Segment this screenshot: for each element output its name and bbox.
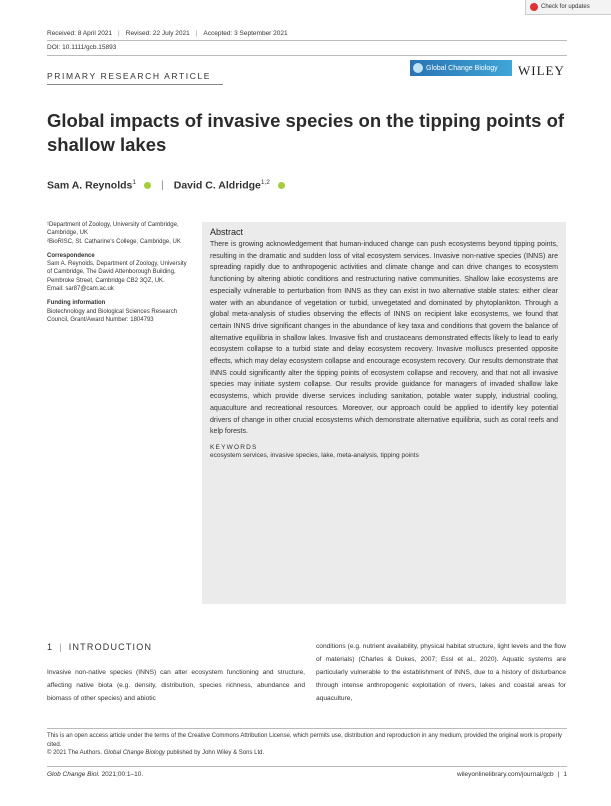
journal-logo[interactable]: [410, 60, 512, 76]
author-info-column: [47, 221, 187, 330]
check-updates-label: Check for updates: [541, 4, 590, 10]
doi[interactable]: DOI: 10.1111/gcb.15893: [47, 44, 117, 51]
citation: Glob Change Biol. 2021;00:1–10.: [47, 771, 144, 778]
footer-rule-2: [47, 766, 567, 767]
funding-heading: Funding information: [47, 300, 106, 307]
accepted-date: Accepted: 3 September 2021: [203, 30, 288, 37]
paper-title: Global impacts of invasive species on the tipping points of shallow lakes: [47, 110, 565, 155]
affiliation-1: ¹Department of Zoology, University of Cambridge, Cambridge, UK: [47, 222, 179, 237]
header-rule: [47, 40, 567, 41]
author-1[interactable]: Sam A. Reynolds$^1$: [47, 179, 137, 192]
keywords: ecosystem services, invasive species, lake, meta-analysis, tipping points: [210, 451, 419, 459]
intro-column-1: Invasive non-native species (INNS) can alter ecosystem functioning and structure, affecting native biota (e.g. density, distribution, species richness, abundance and biomass of other species) and abiotic: [47, 669, 305, 702]
footer-right: wileyonlinelibrary.com/journal/gcb | 1: [456, 771, 567, 778]
orcid-icon[interactable]: [144, 182, 151, 189]
section-title: INTRODUCTION: [68, 642, 153, 652]
keywords-heading: KEYWORDS: [210, 443, 258, 451]
correspondence-heading: Correspondence: [47, 252, 95, 259]
globe-icon: [413, 63, 423, 73]
orcid-icon[interactable]: [278, 182, 285, 189]
correspondence-email[interactable]: Email: sar87@cam.ac.uk: [47, 286, 114, 293]
updates-icon: [530, 3, 538, 11]
section-number: 1: [47, 642, 54, 652]
author-list: Sam A. Reynolds$^1$ | David C. Aldridge$^{1,2}$: [47, 179, 285, 192]
abstract-heading: Abstract: [210, 227, 244, 237]
correspondence: [47, 252, 187, 293]
abstract-box: [202, 222, 566, 604]
section-heading-introduction: 1 | INTRODUCTION: [47, 642, 153, 652]
page-number: 1: [563, 771, 567, 778]
license-text: [47, 732, 567, 758]
license-line-1: This is an open access article under the terms of the Creative Commons Attribution License, which permits use, distribution and reproduction in any medium, provided the original work is properly cited.: [47, 733, 562, 748]
author-2[interactable]: David C. Aldridge$^{1,2}$: [173, 179, 270, 192]
journal-name: Global Change Biology: [426, 64, 498, 72]
publisher-logo: WILEY: [518, 63, 565, 78]
header-rule-2: [47, 55, 567, 56]
funding-text: Biotechnology and Biological Sciences Research Council, Grant/Award Number: 1804793: [47, 308, 178, 323]
correspondence-text: Sam A. Reynolds, Department of Zoology, University of Cambridge, The David Attenborough Building, Pembroke Street, Cambridge CB2 3QZ, UK.: [47, 261, 187, 284]
article-type: PRIMARY RESEARCH ARTICLE: [47, 71, 212, 81]
license-line-2: © 2021 The Authors. Global Change Biology published by John Wiley & Sons Ltd.: [47, 750, 265, 756]
funding: [47, 299, 187, 324]
affiliation-2: ²BioRISC, St. Catharine's College, Cambridge, UK: [47, 238, 181, 245]
check-updates-badge[interactable]: [525, 0, 611, 15]
abstract-text: There is growing acknowledgement that human-induced change can push ecosystems beyond tipping points, resulting in the dramatic and sudden loss of vital ecosystem services. Invasive non-native species (INNS) are spreading rapidly due to anthropogenic activities and climate change and can drive changes to ecosystem functioning by altering abiotic conditions and restructuring native communities. Shallow lake ecosystems are especially vulnerable to perturbation from INNS as they can exist in two alternative stable states: either clear water with an abundance of vegetation or turbid, unvegetated and dominated by phytoplankton. Through a global meta-analysis of studies observing the effects of INNS on recipient lake ecosystems, we found that certain INNS drive significant changes in the abundance of key taxa and conditions that govern the balance of alternative equilibria in shallow lakes. Invasive fish and crustaceans demonstrated effects likely to lead to early ecosystem collapse to a turbid state and delay ecosystem recovery. Invasive molluscs presented opposite effects, which may delay ecosystem collapse and encourage ecosystem recovery. Our results demonstrate that INNS could significantly alter the tipping points of ecosystem collapse and recovery, and that not all invasive species may initiate system collapse. Our results provide guidance for managers of invaded shallow lake ecosystems, which provide diverse services including sanitation, potable water supply, industrial cooling, aquaculture and recreational resources. Moreover, our approach could be applied to identify key potential drivers of change in other crucial ecosystems which demonstrate alternative equilibria, such as coral reefs and kelp forests.: [210, 241, 558, 436]
footer-rule: [47, 728, 567, 729]
revised-date: Revised: 22 July 2021: [125, 30, 190, 37]
received-date: Received: 8 April 2021: [47, 30, 113, 37]
article-dates: Received: 8 April 2021 | Revised: 22 July 2021 | Accepted: 3 September 2021: [47, 30, 288, 37]
journal-url[interactable]: wileyonlinelibrary.com/journal/gcb: [456, 771, 554, 778]
article-type-underline: [47, 84, 223, 85]
intro-column-2: conditions (e.g. nutrient availability, physical habitat structure, light levels and the flow of materials) (Charles & Dukes, 2007; Essl et al., 2020). Aquatic systems are particularly vulnerable to the establishment of INNS, due to a history of disturbance through intense anthropogenic exploitation of rivers, lakes and coastal areas for aquaculture,: [316, 643, 566, 702]
affiliations: [47, 221, 187, 246]
